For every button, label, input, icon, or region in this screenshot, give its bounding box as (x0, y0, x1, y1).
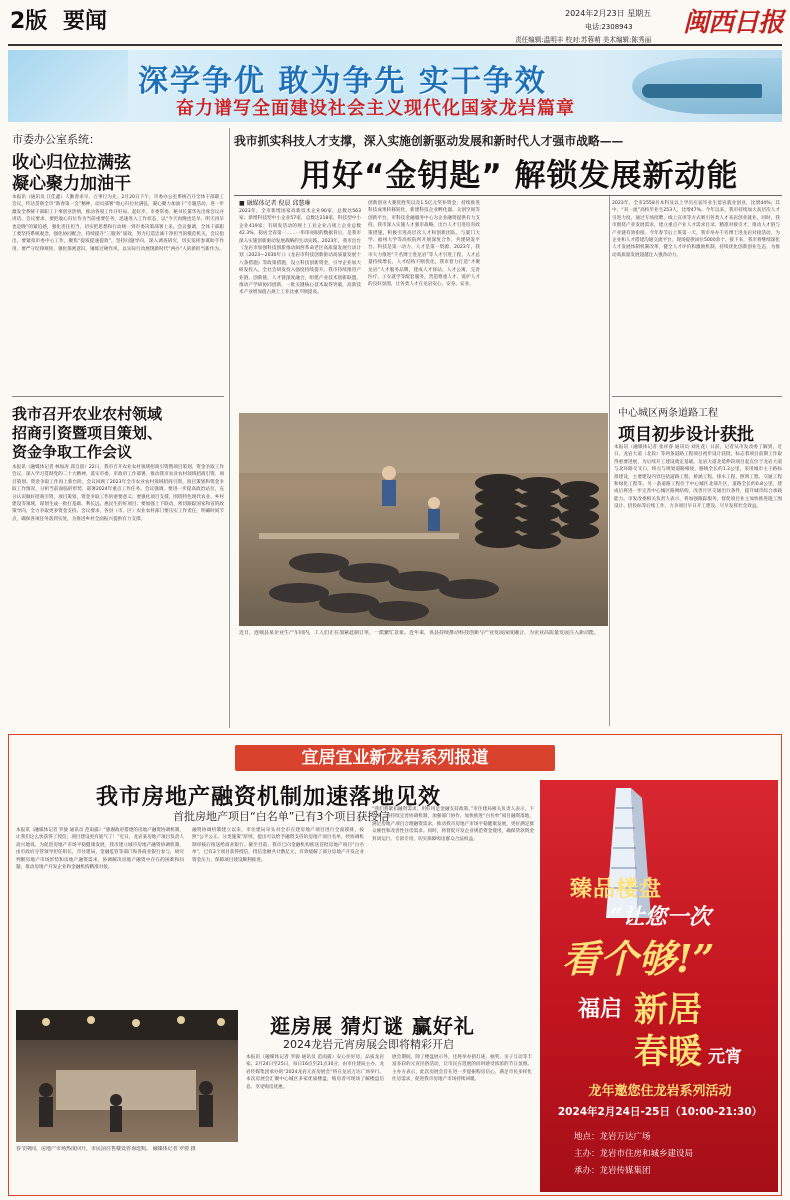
left-article-1-body: 本报讯（通讯员 江佳鑫）人勤春来早，万事行为先。2月20日下午，市委办公室系统召开全体干部职工会议，传达贯彻全市“新春第一会”精神，动员部署“收心归位拉满弦，凝心聚力加油干”专题活动，进一步激发全系统干部职工干事创业热情，推动各项工作开好局、起好步。市委常委、秘书长董华先出席会议并讲话。会议要求，要把收心归位作为当前重要任务，迅速进入工作状态，以“今天再晚也是早、明天再早也是晚”的紧迫感，强化责任担当，切实把思想和行动统一到市委决策部署上来。会议强调，全体干部职工要坚持系统观念，强化协同配合，持续提升“三服务”质效，努力打造忠诚干净担当的模范机关。会议指出，要紧扣市委中心工作，聚焦“提质提速提效”，坚持问题导向，深入调查研究，切实发挥参谋助手作用。要严守纪律规矩，强化保密意识，锤炼过硬作风，以实际行动展现新时代“两办”人的新担当新作为。 (12, 195, 224, 252)
ad-line5: 新居 (634, 990, 702, 1030)
housing-article-title: 我市房地产融资机制加速落地见效 (96, 784, 442, 810)
top-article-col2: 创新创业大赛优胜奖以及1.5亿元奖补资金；持续推进科技成果转移转化，新建科技企业孵化器、众创空间等创新平台，市科技金融服务中心为企业融资提供有力支持。我市深入实施人才强市战略，出台人才引进培育政策措施，积极引进高层次人才和创新团队，与厦门大学、福州大学等高校院所开展深度合作，共建研发平台。科技是第一动力、人才是第一资源。2023年，我市大力推进“千名博士进龙岩”等人才引进工程，人才总量持续增长，人才结构不断优化。我市着力打造“才聚龙岩”人才服务品牌，建成人才驿站、人才公寓，完善医疗、子女就学等配套服务，营造尊重人才、爱护人才的良好氛围，让各类人才在龙岩安心、安身、安业。 (368, 201, 480, 288)
top-article-title: 用好“金钥匙” 解锁发展新动能 (300, 158, 739, 194)
series-title: 宜居宜业新龙岩系列报道 (301, 748, 489, 768)
masthead-editors: 责任编辑:温明丰 校对:苏蓉萌 美术编辑:陈秀丽 (515, 36, 652, 44)
banner-headline: 深学争优 敢为争先 实干争效 (138, 64, 547, 99)
ad-line10: 地点：龙岩万达广场 (574, 1132, 651, 1142)
masthead-date: 2024年2月23日 星期五 (565, 9, 652, 18)
masthead-phone: 电话:2308943 (585, 23, 633, 31)
housing-article-col3: “我们将紧扣融资需求，用好用足金融支持政策，”市住建局相关负责人表示，下一步，将持续完善协调机制，加强部门协作，加快推进“白名单”项目融资落地，满足房地产项目合理融资需求，推动我市房地产市场平稳健康发展，更好满足群众刚性和改善性住房需求。同时，将督促开发企业规范资金使用，确保贷款资金封闭运行、专款专用，切实保障购房群众合法权益。 (372, 807, 534, 842)
showroom-photo-illustration (16, 1010, 238, 1142)
road-article-body: 本报讯（融媒体记者 张祥睿 通讯员 刘礼花）日前，记者从市发改委了解到，近日，龙岩大道（北段）等两条道路工程项目初步设计获批，标志着项目前期工作取得重要进展，为后续开工建设奠定基础。龙岩大道北延伸段项目起点位于龙岩大道与北环路交叉口，终点与规划道路相接，路线全长约1.2公里，采用城市主干路标准建设，主要建设内容包括道路工程、桥涵工程、排水工程、照明工程、交通工程和绿化工程等。另一条道路工程位于中心城区北部片区，道路全长约0.8公里，建成后将进一步完善中心城区路网结构，改善片区交通出行条件，提升城市综合承载能力。市发改委相关负责人表示，将加强跟踪服务，督促项目业主加快推进施工图设计、招投标等后续工作，力争项目早日开工建设，尽早发挥社会效益。 (614, 445, 782, 510)
factory-photo-caption: 近日，连城县某企业生产车间内，工人们正在加紧赶制订单，一派繁忙景象。近年来，该县持续推动科技创新与产业发展深度融合，为企业高质量发展注入新动能。 (239, 630, 600, 636)
road-article-kicker: 中心城区两条道路工程 (618, 408, 718, 419)
section-title: 要闻 (63, 8, 108, 34)
ad-line4: 福启 (578, 996, 623, 1022)
showroom-photo-caption: 春节期间，房地产市场热度回升，市民前往售楼处咨询选购。 融媒体记者 罗骏 摄 (16, 1146, 196, 1152)
ad-line9: 2024年2月24日-25日（10:00-21:30） (557, 1106, 763, 1118)
expo-article-title: 逛房展 猜灯谜 赢好礼 (270, 1014, 475, 1038)
left-article-2-title-line1: 我市召开农业农村领域 (12, 405, 163, 423)
left-article-1-title-line1: 收心归位拉满弦 (12, 153, 131, 173)
factory-photo-illustration (239, 413, 608, 626)
ad-line7: 元宵 (708, 1047, 742, 1067)
top-article-col3: 2023年，全市2558名本科及以上学历应届毕业生留岩就业创业，比增44%；其中，“双一流”高校毕业生253人，比增47%。今年以来，我市持续加大高层次人才引进力度，通过专场招聘、线上宣讲等方式吸引各类人才来岩创业就业。同时，我市围绕产业发展需求，建立重点产业人才需求目录，精准对接引才，推动人才链与产业链有效衔接。今年春节后上班第一天，我市举办千名博士进龙岩对接活动，为企业和人才搭建沟通交流平台，现场提供岗位5000余个。接下来，我市将继续深化人才发展体制机制改革，健全人才评价和激励机制，持续优化创新创业生态，为推动高质量发展超越注入强劲动力。 (612, 201, 780, 258)
housing-article-col2: 融资协调机制建立以来，市住建局牵头对全市在建房地产项目进行全面摸排，按照“公平公正、分类施策”原则，提出可以给予融资支持的房地产项目名单，经协调机制审核后推送给商业银行。截至目前，我市已向金融机构推送首批房地产项目“白名单”，已有3个项目获得授信，授信金额共计数亿元，有效缓解了部分房地产开发企业资金压力，保障项目建设顺利推进。 (192, 828, 364, 863)
left-article-1-kicker: 市委办公室系统： (12, 133, 100, 146)
housing-article-col1: 本报讯（融媒体记者 罗骏 通讯员 范雨露）“感谢政府搭建的房地产融资协调机制，让我们这么快获得了授信，项目建设更有底气了！”近日，龙岩某房地产项目负责人高兴地说。为促进房地产市场平稳健康发展，我市建立城市房地产融资协调机制，由市政府分管领导担任组长，市住建局、金融监管等部门和各商业银行参与，研究判断房地产市场形势和房地产融资需求，协调解决房地产融资中存在的困难和问题，推动房地产开发企业和金融机构精准对接。 (16, 828, 184, 871)
paper-logo: 闽西日报 (683, 8, 784, 38)
ad-line12: 承办：龙岩传媒集团 (574, 1166, 651, 1176)
housing-article-subtitle: 首批房地产项目“白名单”已有3个项目获授信 (173, 810, 390, 823)
left-article-2-body: 本报讯（融媒体记者 林加涛 邱自晨）22日，我市召开农业农村领域招商引资暨项目策划、资金争取工作会议，深入学习贯彻党的二十大精神，落实市委、市政府工作部署，推动我市农业农村领域招商引资、项目策划、资金争取工作再上新台阶。会议回顾了2023年全市农业农村领域招商引资、项目策划和资金争取工作情况，分析当前面临的形势，部署2024年重点工作任务。会议强调，要进一步提高政治站位，充分认识做好招商引资、项目策划、资金争取工作的重要意义；要强化项目支撑，围绕特色现代农业、乡村建设等领域，谋划生成一批打基础、利长远、惠民生的好项目；要加强上下联动，密切跟踪国家和省的政策导向，全力争取更多资金支持。会议要求，各县（市、区）农业农村部门要压实工作责任，明确时间节点，确保各项任务落到实处，为推进乡村全面振兴提供有力支撑。 (12, 465, 224, 522)
page-number: 2版 (10, 9, 48, 34)
ad-line2: “让您一次 (610, 904, 711, 930)
showroom-photo (16, 1010, 238, 1142)
ad-line8: 龙年邀您住龙岩系列活动 (588, 1084, 732, 1099)
banner-subheadline: 奋力谱写全面建设社会主义现代化国家龙岩篇章 (176, 98, 575, 119)
series-header (235, 745, 555, 771)
left-article-2-title-line3: 资金争取工作会议 (12, 443, 133, 461)
left-article-2-title-line2: 招商引资暨项目策划、 (12, 424, 163, 442)
top-article-byline: ■ 融媒体记者 倪晨 邱慧琳 (239, 200, 311, 207)
expo-article-subtitle: 2024龙岩元宵房展会即将精彩开启 (283, 1038, 454, 1051)
factory-photo (239, 413, 608, 626)
ad-line11: 主办：龙岩市住房和城乡建设局 (574, 1149, 694, 1159)
road-article-title: 项目初步设计获批 (618, 425, 754, 445)
expo-article-col1: 本报讯（融媒体记者 罗骏 通讯员 范雨露）安心住好房，品质龙岩家。2月24日至25日，每日16点至21点30分，由市住建局主办、龙岩传媒集团承办的“2024龙岩元宵房展会”将在龙岩万达广场举行。本次房展会汇聚中心城区多家优质楼盘，购房者可现场了解楼盘信息、享受购房优惠。 (246, 1055, 384, 1090)
housing-ad (540, 780, 778, 1192)
expo-article-col2: 展会期间，除了楼盘展示外，还将举办猜灯谜、抽奖、亲子互动等丰富多彩的元宵民俗活动，让市民在逛展的同时感受浓浓的节日氛围。主办方表示，此次房展会旨在进一步提振购房信心，满足市民多样化住房需求，促进我市房地产市场持续回暖。 (392, 1055, 532, 1083)
ad-line3: 看个够!” (562, 936, 715, 981)
top-article-deck: 我市抓实科技人才支撑，深入实施创新驱动发展和新时代人才强市战略—— (234, 134, 624, 148)
banner (8, 50, 782, 122)
top-article-col1: 2023年，全市新增国家高新技术企业90家，总数达563家；新增科技型中小企业57家，总数达218家，科技型中小企业419家；有研发活动的规上工业企业占规上企业总数42.3%，稳居全省第一……一串串亮眼的数据背后，是我市深入实施创新驱动发展战略的生动实践。2023年，我市出台《龙岩市加强科技创新推动闽西革命老区高质量发展行动计划（2023—2030年）》《龙岩市科技创新驱动高质量发展十八条措施》等政策措施，设立科技创新资金，引导企业加大研发投入，全社会研发投入强度持续提升。我市持续推进产业链、创新链、人才链深度融合，组建产业技术创新联盟，推动产学研协同创新，一批关键核心技术取得突破，高新技术产业增加值占规上工业比重不断提高。 (239, 209, 361, 296)
ad-line1: 臻品楼盘 (570, 877, 663, 902)
left-article-1-title-line2: 凝心聚力加油干 (12, 174, 131, 194)
ad-line6: 春暖 (634, 1032, 702, 1072)
